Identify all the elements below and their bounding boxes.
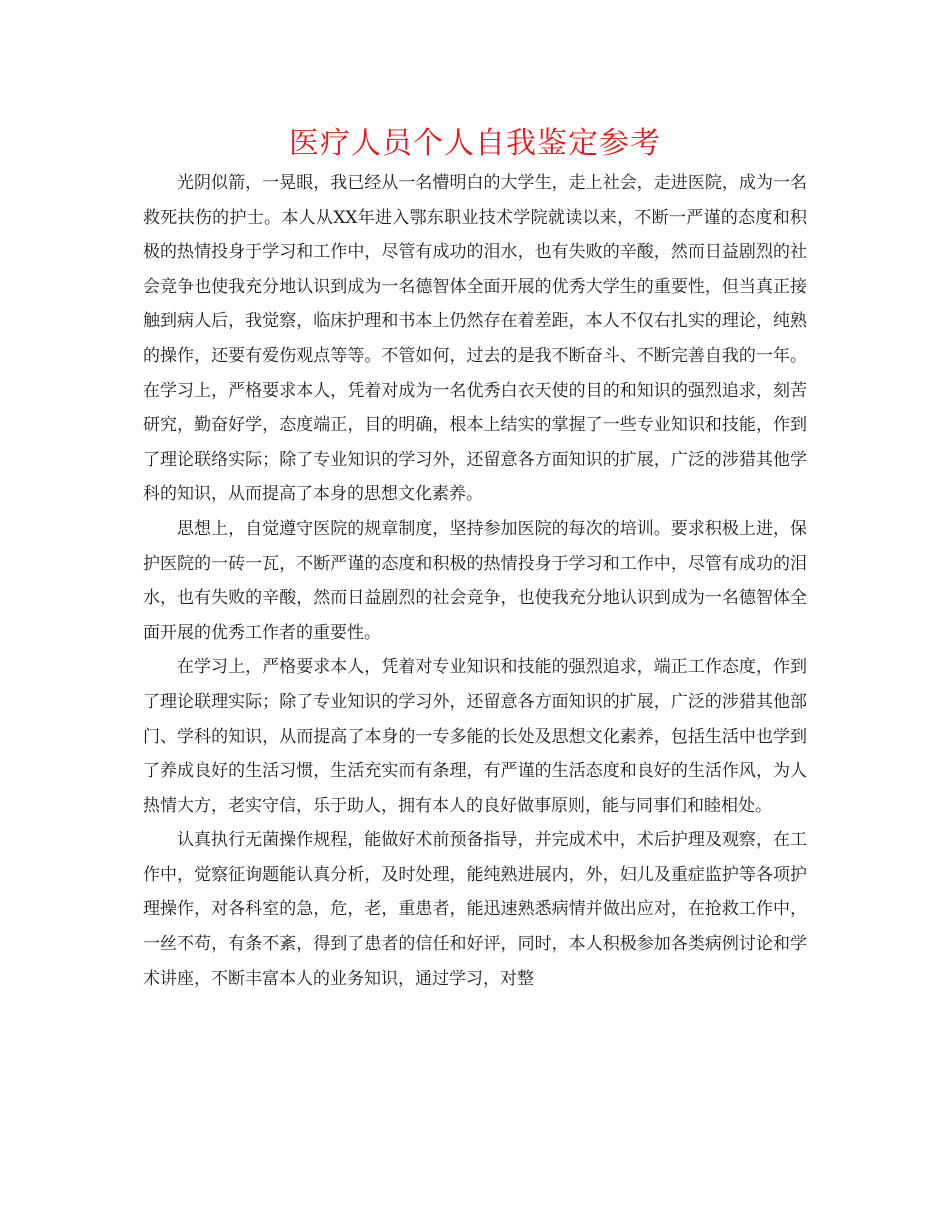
document-body xyxy=(143,166,807,996)
paragraph: 在学习上，严格要求本人，凭着对专业知识和技能的强烈追求，端正工作态度，作到了理论联理实际；除了专业知识的学习外，还留意各方面知识的扩展，广泛的涉猎其他部门、学科的知识，从而提高了本身的一专多能的长处及思想文化素养，包括生活中也学到了养成良好的生活习惯，生活充实而有条理，有严谨的生活态度和良好的生活作风，为人热情大方，老实守信，乐于助人，拥有本人的良好做事原则，能与同事们和睦相处。 xyxy=(143,657,807,816)
paragraph: 思想上，自觉遵守医院的规章制度，坚持参加医院的每次的培训。要求积极上进，保护医院的一砖一瓦，不断严谨的态度和积极的热情投身于学习和工作中，尽管有成功的泪水，也有失败的辛酸，然而日益剧烈的社会竞争，也使我充分地认识到成为一名德智体全面开展的优秀工作者的重要性。 xyxy=(143,518,807,643)
paragraph: 光阴似箭，一晃眼，我已经从一名懵明白的大学生，走上社会，走进医院，成为一名救死扶伤的护士。本人从XX年进入鄂东职业技术学院就读以来，不断一严谨的态度和积极的热情投身于学习和工作中，尽管有成功的泪水，也有失败的辛酸，然而日益剧烈的社会竞争也使我充分地认识到成为一名德智体全面开展的优秀大学生的重要性，但当真正接触到病人后，我觉察，临床护理和书本上仍然存在着差距，本人不仅右扎实的理论，纯熟的操作，还要有爱伤观点等等。不管如何，过去的是我不断奋斗、不断完善自我的一年。在学习上，严格要求本人，凭着对成为一名优秀白衣天使的目的和知识的强烈追求，刻苦研究，勤奋好学，态度端正，目的明确，根本上结实的掌握了一些专业知识和技能，作到了理论联络实际；除了专业知识的学习外，还留意各方面知识的扩展，广泛的涉猎其他学科的知识，从而提高了本身的思想文化素养。 xyxy=(143,173,807,505)
document-title: 医疗人员个人自我鉴定参考 xyxy=(289,126,661,161)
paragraph: 认真执行无菌操作规程，能做好术前预备指导，并完成术中，术后护理及观察，在工作中，觉察征询题能认真分析，及时处理，能纯熟进展内，外，妇儿及重症监护等各项护理操作，对各科室的急，危，老，重患者，能迅速熟悉病情并做出应对，在抢救工作中，一丝不苟，有条不紊，得到了患者的信任和好评，同时，本人积极参加各类病例讨论和学术讲座，不断丰富本人的业务知识，通过学习，对整 xyxy=(143,830,807,989)
